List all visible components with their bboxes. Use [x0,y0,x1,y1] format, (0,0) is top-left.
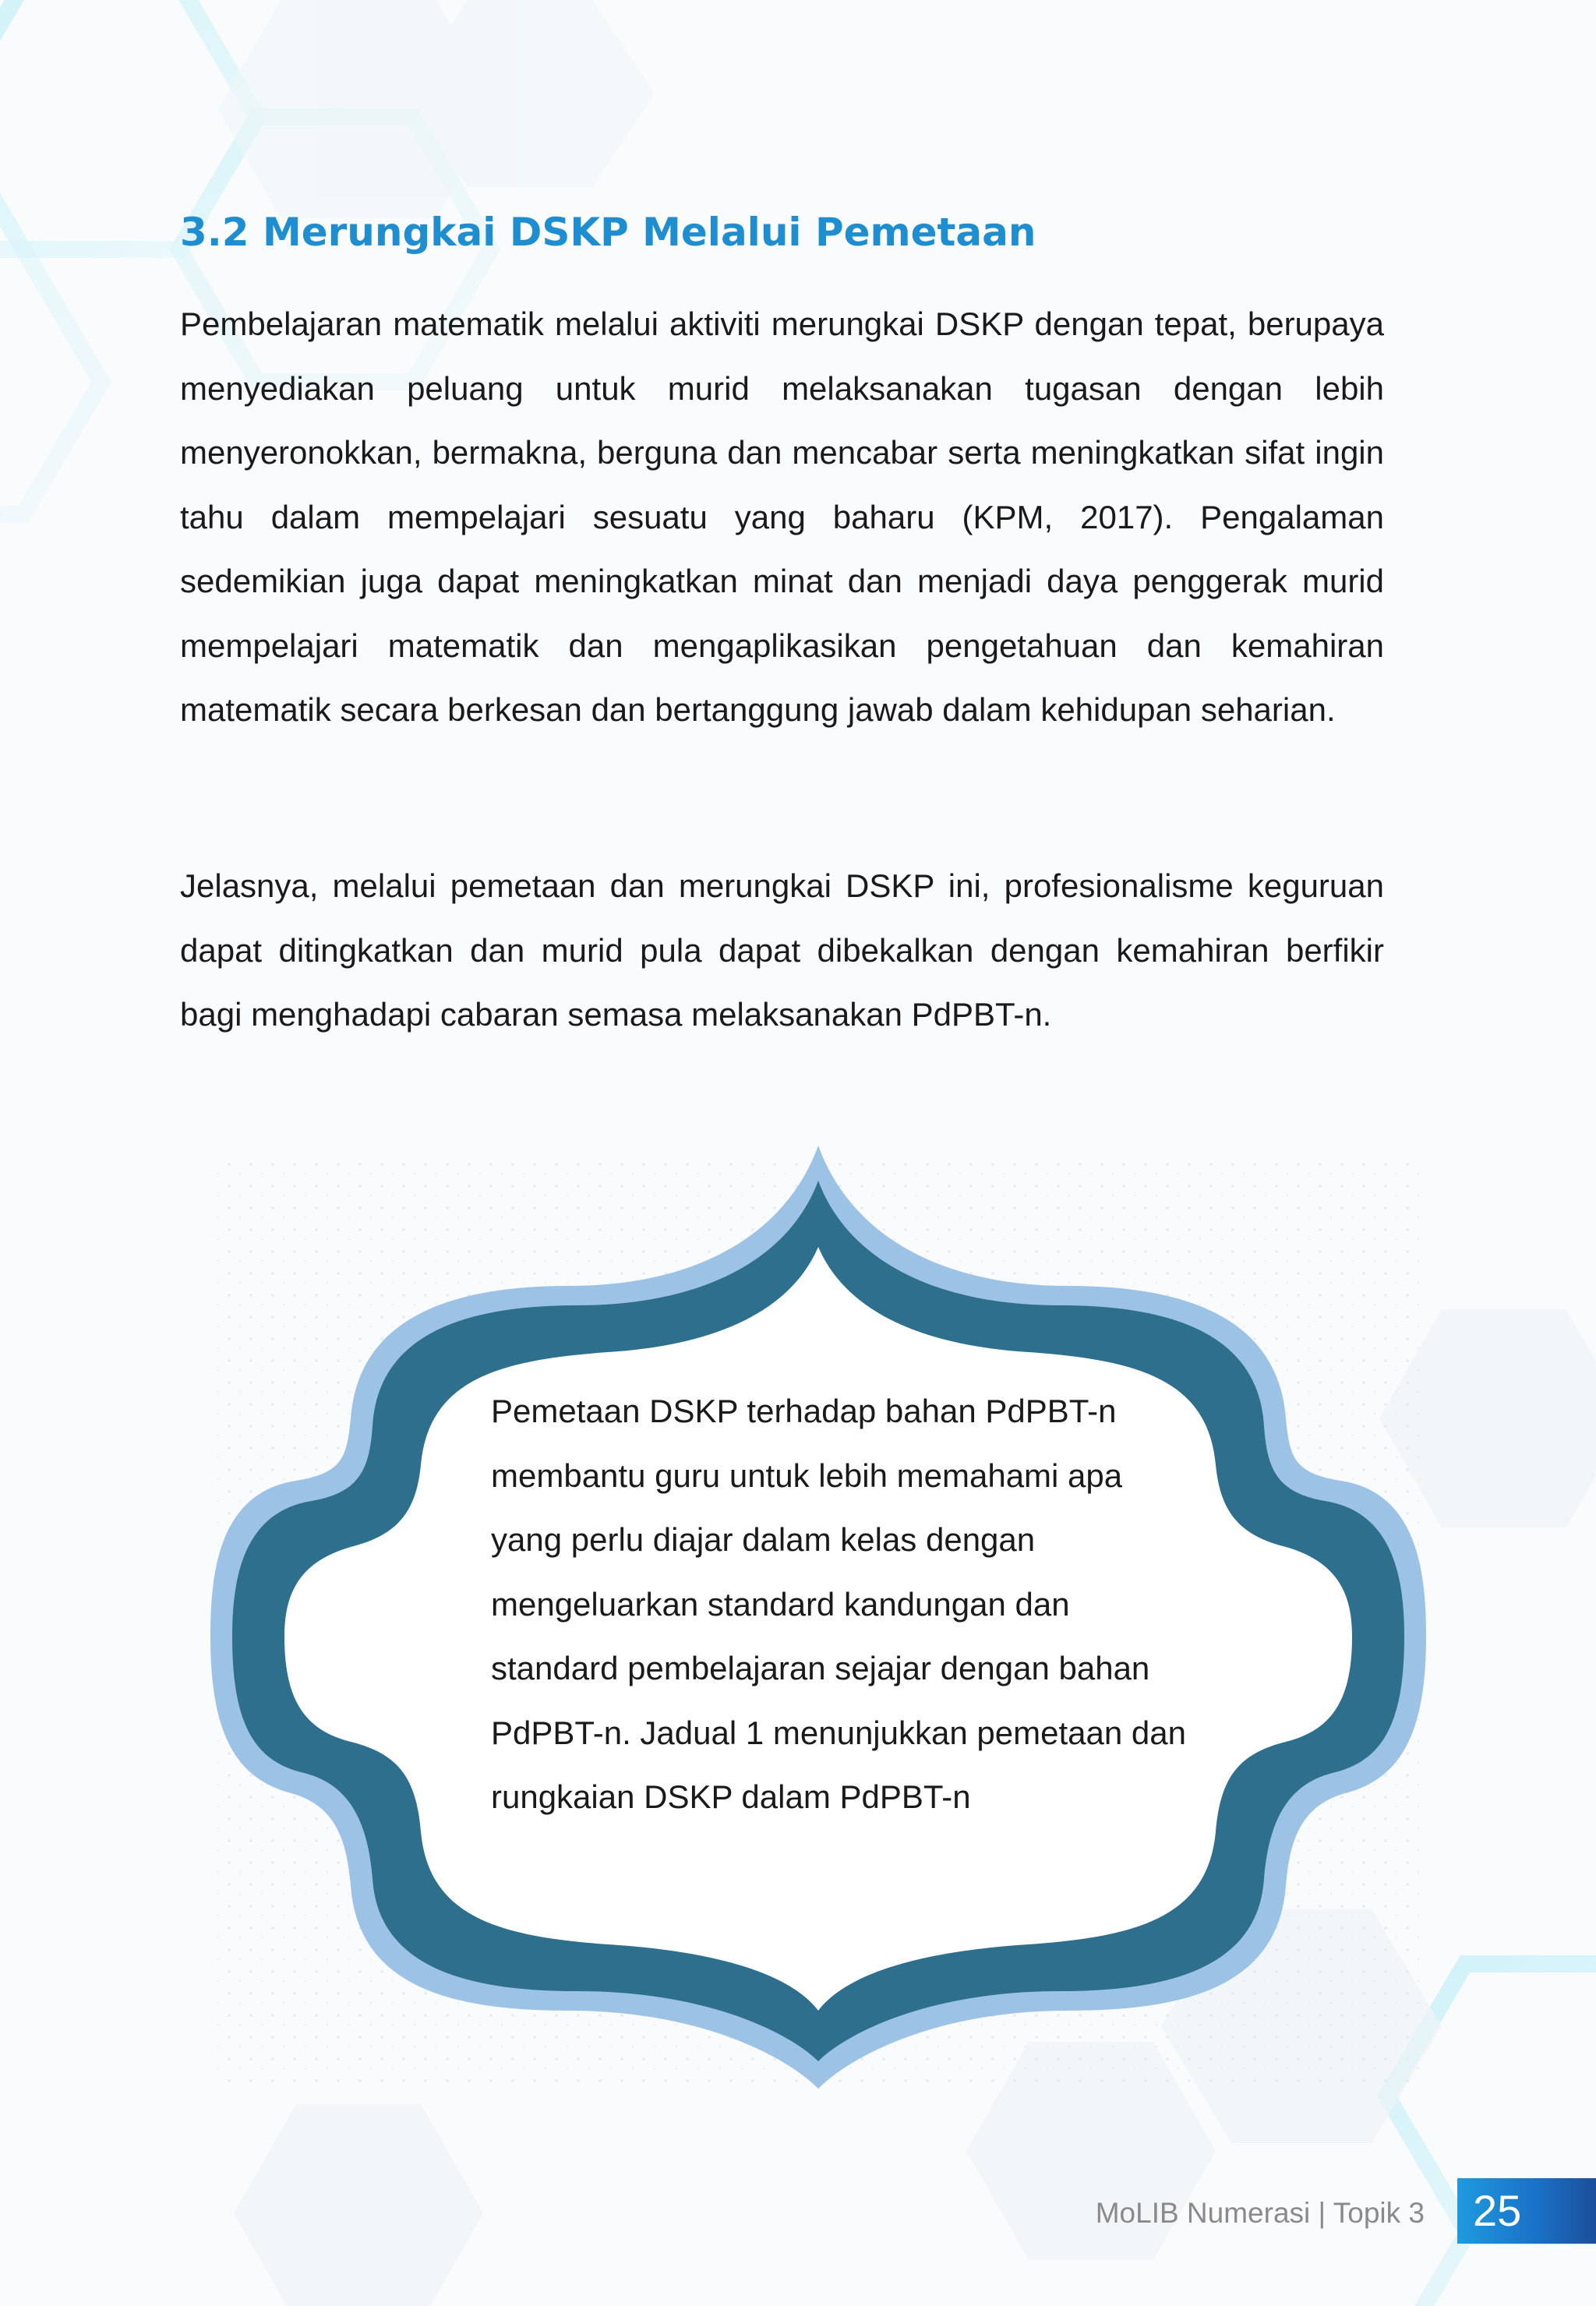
body-paragraph: Jelasnya, melalui pemetaan dan merungkai DSKP ini, profesionalisme keguruan dapat ditingkatkan dan murid pula dapat dibekalkan dengan kemahiran berfikir bagi menghadapi cabaran semasa melaksanakan PdPBT-n. [180,867,1384,1033]
footer-label: MoLIB Numerasi | Topik 3 [1095,2197,1425,2229]
callout-text: Pemetaan DSKP terhadap bahan PdPBT-n membantu guru untuk lebih memahami apa yang perlu diajar dalam kelas dengan mengeluarkan standard kandungan dan standard pembelajaran sejajar dengan bahan PdPBT-n. Jadual 1 menunjukkan pemetaan dan rungkaian DSKP dalam PdPBT-n [491,1393,1186,1815]
page-number-badge: 25 [1457,2178,1596,2244]
section-heading: 3.2 Merungkai DSKP Melalui Pemetaan [180,210,1036,255]
body-paragraph: Pembelajaran matematik melalui aktiviti merungkai DSKP dengan tepat, berupaya menyediakan peluang untuk murid melaksanakan tugasan dengan lebih menyeronokkan, bermakna, berguna dan mencabar serta meningkatkan sifat ingin tahu dalam mempelajari sesuatu yang baharu (KPM, 2017). Pengalaman sedemikian juga dapat meningkatkan minat dan menjadi daya penggerak murid mempelajari matematik dan mengaplikasikan pengetahuan dan kemahiran matematik secara berkesan dan bertanggung jawab dalam kehidupan seharian. [180,305,1384,728]
